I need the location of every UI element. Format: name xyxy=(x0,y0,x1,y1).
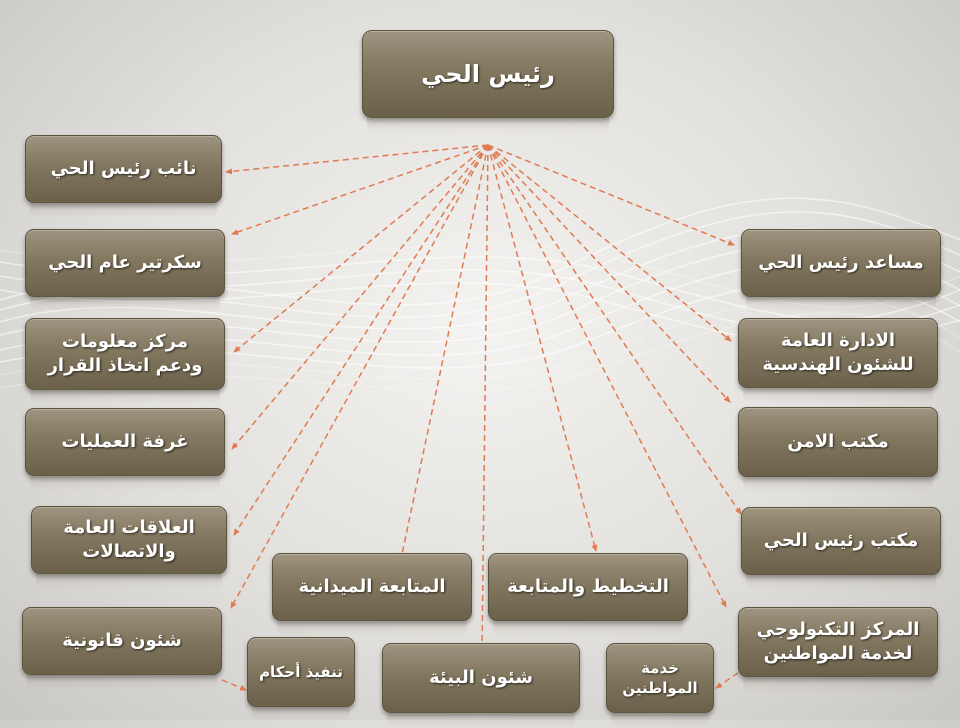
arrow-to-info-center xyxy=(234,145,488,352)
field-followup-label: المتابعة الميدانية xyxy=(298,575,446,597)
info-center-label-line2: ودعم اتخاذ القرار xyxy=(47,355,203,376)
security-office-box xyxy=(738,407,938,477)
arrow-to-engineering xyxy=(488,145,731,341)
arrow-to-public-relations xyxy=(234,145,488,535)
public-relations-label-line1: العلاقات العامة xyxy=(63,516,195,538)
legal-affairs-box xyxy=(22,607,222,675)
assistant-head-label: مساعد رئيس الحي xyxy=(758,251,924,273)
info-center-label-line1: مركز معلومات xyxy=(61,330,189,352)
tech-center-label-line1: المركز التكنولوجي xyxy=(756,618,920,640)
deputy-head-label: نائب رئيس الحي xyxy=(50,157,197,179)
engineering-affairs-label-line2: للشئون الهندسية xyxy=(762,354,914,375)
arrow-to-operations xyxy=(232,145,488,449)
operations-room-label: غرفة العمليات xyxy=(61,430,189,452)
citizen-service-label-line2: المواطنين xyxy=(622,679,698,697)
deputy-head-box xyxy=(25,135,222,203)
arrow-to-tech-center xyxy=(488,145,726,607)
citizen-service-box xyxy=(606,643,714,713)
head-office-box xyxy=(741,507,941,575)
security-office-label: مكتب الامن xyxy=(787,430,889,452)
verdict-execution-box xyxy=(247,637,355,707)
arrow-to-security xyxy=(488,145,730,402)
arrow-to-planning xyxy=(488,145,596,551)
public-relations-label-line2: والاتصالات xyxy=(82,541,176,562)
planning-followup-box xyxy=(488,553,688,621)
arrow-to-legal xyxy=(231,145,488,608)
engineering-affairs-box xyxy=(738,318,938,388)
environment-affairs-label: شئون البيئة xyxy=(429,666,533,688)
secretary-general-box xyxy=(25,229,225,297)
planning-followup-label: التخطيط والمتابعة xyxy=(507,575,669,597)
verdict-execution-label: تنفيذ أحكام xyxy=(259,662,343,681)
arrow-legal-to-verdicts xyxy=(222,680,246,690)
arrow-to-field-followup xyxy=(401,145,488,559)
legal-affairs-label: شئون قانونية xyxy=(62,629,182,651)
info-center-box xyxy=(25,318,225,390)
arrow-to-head-office xyxy=(488,145,741,514)
head-office-label: مكتب رئيس الحي xyxy=(763,529,919,551)
field-followup-box xyxy=(272,553,472,621)
citizen-service-label-line1: خدمة xyxy=(641,658,679,677)
secretary-general-label: سكرتير عام الحي xyxy=(48,251,202,273)
environment-affairs-box xyxy=(382,643,580,713)
public-relations-box xyxy=(31,506,227,574)
arrow-tech-to-citizen xyxy=(716,673,738,688)
arrow-to-secretary xyxy=(232,145,488,234)
operations-room-box xyxy=(25,408,225,476)
tech-center-label-line2: لخدمة المواطنين xyxy=(763,643,913,664)
head-of-district-label: رئيس الحي xyxy=(421,59,555,88)
assistant-head-box xyxy=(741,229,941,297)
head-of-district-box xyxy=(362,30,614,118)
tech-center-box xyxy=(738,607,938,677)
arrow-to-assistant xyxy=(488,145,734,245)
engineering-affairs-label-line1: الادارة العامة xyxy=(780,329,896,351)
